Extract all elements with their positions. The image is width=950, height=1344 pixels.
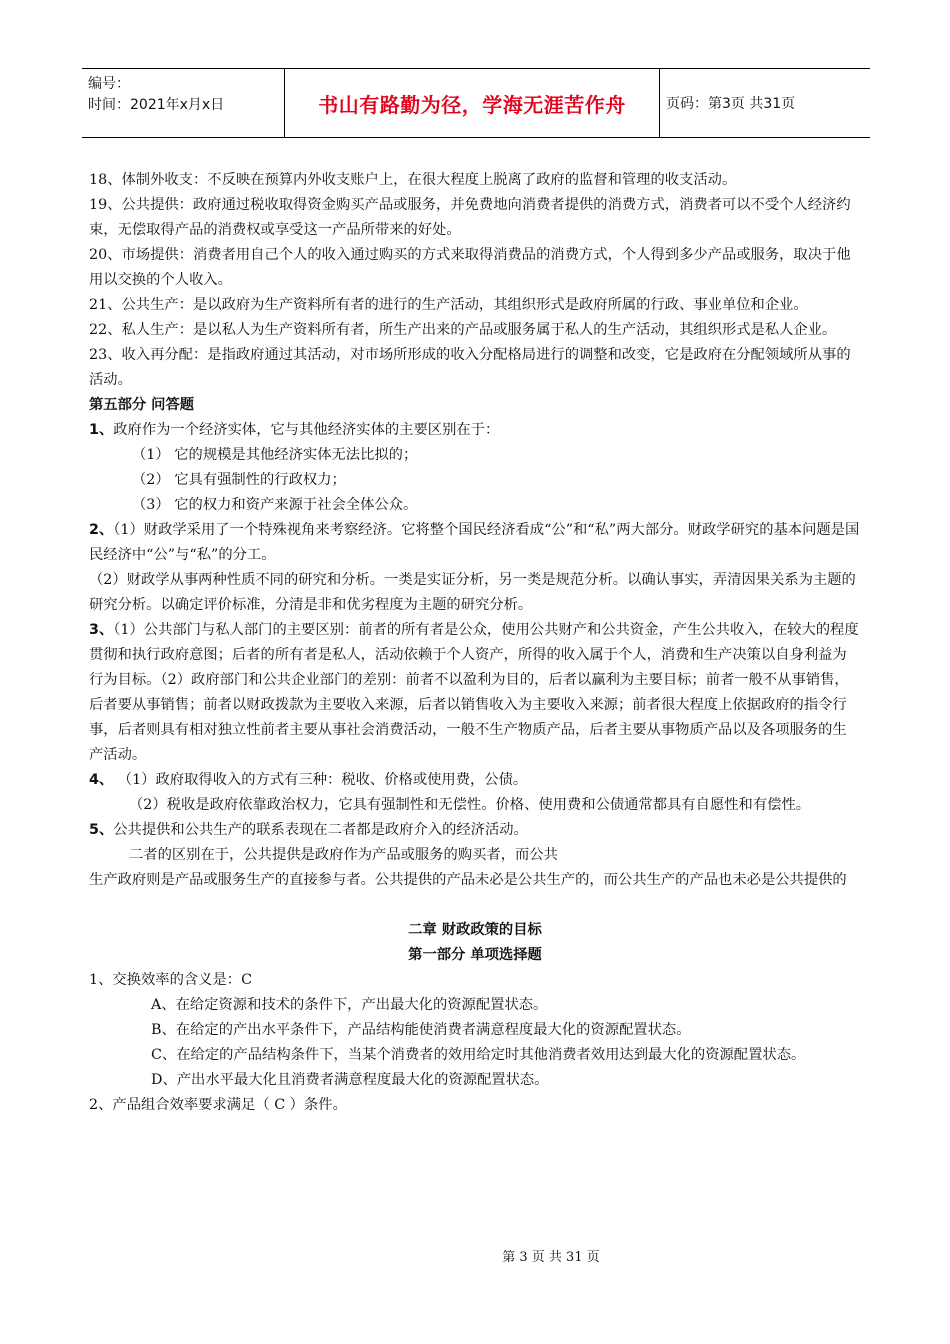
q2-number: 2、 bbox=[89, 522, 114, 538]
q5-text-3: 生产政府则是产品或服务生产的直接参与者。公共提供的产品未必是公共生产的，而公共生产的产品也未必是公共提供的 bbox=[89, 872, 847, 888]
question-2 bbox=[89, 518, 861, 568]
definition-22: 22、私人生产：是以私人为生产资料所有者，所生产出来的产品或服务属于私人的生产活动，其组织形式是私人企业。 bbox=[89, 322, 837, 338]
page-footer bbox=[0, 1246, 950, 1265]
mc-question-2: 2、产品组合效率要求满足（ C ）条件。 bbox=[89, 1097, 347, 1113]
mc1-option-b: B、在给定的产出水平条件下，产品结构能使消费者满意程度最大化的资源配置状态。 bbox=[151, 1022, 691, 1038]
header-motto: 书山有路勤为径，学海无涯苦作舟 bbox=[285, 69, 660, 137]
part5-heading: 第五部分 问答题 bbox=[89, 397, 195, 413]
question-3 bbox=[89, 618, 861, 768]
q1-item: （1） 它的规模是其他经济实体无法比拟的； bbox=[132, 447, 418, 463]
page-header bbox=[82, 68, 870, 138]
q4-text-2: （2）税收是政府依靠政治权力，它具有强制性和无偿性。价格、使用费和公债通常都具有自愿性和有偿性。 bbox=[129, 797, 811, 813]
definition-18: 18、体制外收支：不反映在预算内外收支账户上，在很大程度上脱离了政府的监督和管理的收支活动。 bbox=[89, 172, 737, 188]
question-5 bbox=[89, 818, 861, 843]
definition-21: 21、公共生产：是以政府为生产资料所有者的进行的生产活动，其组织形式是政府所属的行政、事业单位和企业。 bbox=[89, 297, 808, 313]
q5-number: 5、 bbox=[89, 822, 114, 838]
q1-item: （2） 它具有强制性的行政权力； bbox=[132, 472, 346, 488]
mc-question-1: 1、交换效率的含义是：C bbox=[89, 972, 253, 988]
header-page-info: 页码：第3页 共31页 bbox=[666, 96, 796, 112]
q5-text-2: 二者的区别在于，公共提供是政府作为产品或服务的购买者，而公共 bbox=[129, 847, 558, 863]
q4-text: （1）政府取得收入的方式有三种：税收、价格或使用费，公债。 bbox=[113, 772, 528, 788]
q2-text-2: （2）财政学从事两种性质不同的研究和分析。一类是实证分析，另一类是规范分析。以确认事实，弄清因果关系为主题的研究分析。以确定评价标准，分清是非和优劣程度为主题的研究分析。 bbox=[89, 572, 856, 613]
part1-heading: 第一部分 单项选择题 bbox=[408, 947, 542, 963]
definition-20: 20、市场提供：消费者用自己个人的收入通过购买的方式来取得消费品的消费方式，个人得到多少产品或服务，取决于他用以交换的个人收入。 bbox=[89, 247, 851, 288]
q3-number: 3、 bbox=[89, 622, 114, 638]
mc1-option-a: A、在给定资源和技术的条件下，产出最大化的资源配置状态。 bbox=[151, 997, 548, 1013]
question-1 bbox=[89, 418, 861, 443]
number-label: 编号： bbox=[88, 76, 130, 92]
q3-text: （1）公共部门与私人部门的主要区别：前者的所有者是公众，使用公共财产和公共资金，产生公共收入，在较大的程度贯彻和执行政府意图；后者的所有者是私人，活动依赖于个人资产，所得的收入属于个人，消费和生产决策以自身利益为行为目标。（2）政府部门和公共企业部门的差别：前者不以盈利为目的，后者以赢利为主要目标；前者一般不从事销售，后者要从事销售；前者以财政拨款为主要收入来源，后者以销售收入为主要收入来源；前者很大程度上依据政府的指令行事，后者则具有相对独立性前者主要从事社会消费活动，一般不生产物质产品，后者主要从事物质产品以及各项服务的生产活动。 bbox=[89, 622, 859, 763]
document-body bbox=[89, 168, 861, 1118]
q4-number: 4、 bbox=[89, 772, 114, 788]
time-label: 时间：2021年x月x日 bbox=[88, 97, 225, 113]
q2-text: （1）财政学采用了一个特殊视角来考察经济。它将整个国民经济看成“公”和“私”两大部分。财政学研究的基本问题是国民经济中“公”与“私”的分工。 bbox=[89, 522, 860, 563]
definition-23: 23、收入再分配：是指政府通过其活动，对市场所形成的收入分配格局进行的调整和改变，它是政府在分配领域所从事的活动。 bbox=[89, 347, 851, 388]
mc1-option-d: D、产出水平最大化且消费者满意程度最大化的资源配置状态。 bbox=[151, 1072, 549, 1088]
q1-number: 1、 bbox=[89, 422, 114, 438]
q5-text: 公共提供和公共生产的联系表现在二者都是政府介入的经济活动。 bbox=[113, 822, 528, 838]
question-4 bbox=[89, 768, 861, 793]
chapter-title: 二章 财政政策的目标 bbox=[408, 922, 542, 938]
spacer bbox=[89, 893, 861, 918]
header-left-cell bbox=[82, 69, 285, 137]
q1-item: （3） 它的权力和资产来源于社会全体公众。 bbox=[132, 497, 418, 513]
mc1-option-c: C、在给定的产品结构条件下，当某个消费者的效用给定时其他消费者效用达到最大化的资源配置状态。 bbox=[151, 1047, 806, 1063]
definition-19: 19、公共提供：政府通过税收取得资金购买产品或服务，并免费地向消费者提供的消费方式，消费者可以不受个人经济约束，无偿取得产品的消费权或享受这一产品所带来的好处。 bbox=[89, 197, 851, 238]
footer-page-number: 第 3 页 共 31 页 bbox=[502, 1250, 600, 1265]
q1-text: 政府作为一个经济实体，它与其他经济实体的主要区别在于： bbox=[113, 422, 500, 438]
